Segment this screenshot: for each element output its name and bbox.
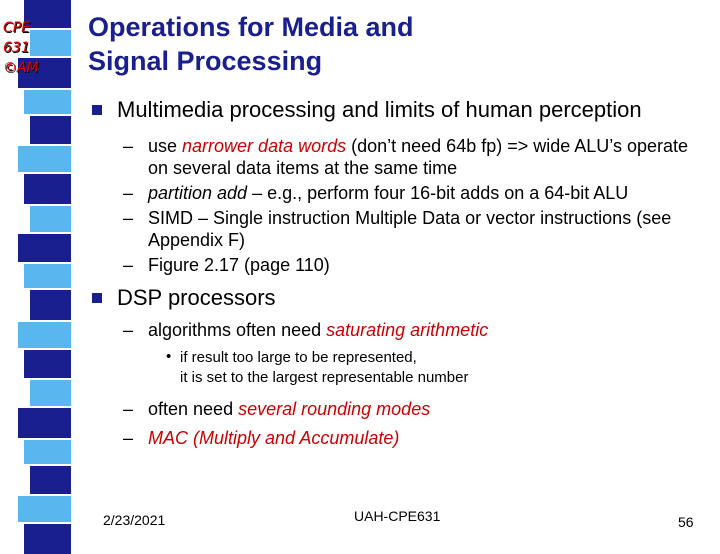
sub-bullet-narrow-words [88,135,708,179]
sub-bullet-rounding [88,398,708,420]
bullet-text: DSP processors [117,285,276,310]
sub-text: Figure 2.17 (page 110) [148,255,330,275]
stripe-block [18,408,71,438]
highlight-text: narrower data words [182,136,347,156]
italic-text: partition add [148,183,248,203]
dot-bullet-icon: • [166,348,172,365]
slide-title [88,10,414,78]
sub-bullet-saturating [88,319,708,341]
stripe-block [30,380,71,406]
bullet-text: Multimedia processing and limits of human perception [117,97,642,122]
square-bullet-icon [92,293,102,303]
sub-text: often need [148,399,239,419]
stripe-block [24,174,71,204]
stripe-block [30,116,71,144]
sub-bullet-mac [88,427,708,449]
dash-icon: – [123,428,134,448]
footer-date: 2/23/2021 [103,512,166,528]
dash-icon: – [123,320,134,340]
dash-icon: – [123,255,134,275]
stripe-block [24,90,71,114]
slide-content [88,93,708,449]
stripe-block [30,206,71,232]
detail-line-2: it is set to the largest representable number [180,369,469,386]
highlight-text: saturating arithmetic [326,320,489,340]
logo-line-3: ©AM [3,60,39,76]
stripe-block [30,466,71,494]
title-line-2: Signal Processing [88,46,323,76]
dash-icon: – [123,208,134,228]
highlight-text: MAC (Multiply and Accumulate) [148,428,400,448]
logo-line-1: CPE [3,20,31,36]
logo-line-2: 631 [3,40,30,56]
sub-text: – e.g., perform four 16-bit adds on a 64-bit ALU [247,183,629,203]
course-logo [3,18,69,78]
title-line-1: Operations for Media and [88,12,414,42]
sub-bullet-partition-add [88,182,708,204]
bullet-dsp [88,281,708,315]
stripe-block [18,496,71,522]
sub-bullet-figure [88,254,708,276]
dash-icon: – [123,183,134,203]
stripe-block [24,440,71,464]
dash-icon: – [123,399,134,419]
sub-text: (don’t need 64b fp) => wide ALU’s operate on several data items at the same time [148,136,689,178]
detail-bullet-saturation [88,348,708,388]
stripe-block [18,146,71,172]
stripe-block [18,322,71,348]
stripe-block [18,234,71,262]
decorative-stripe [0,0,73,540]
dash-icon: – [123,136,134,156]
sub-bullet-simd [88,207,708,251]
sub-text: SIMD – Single instruction Multiple Data or vector instructions (see Appendix F) [148,208,672,250]
stripe-block [24,264,71,288]
stripe-block [24,350,71,378]
highlight-text: several rounding modes [238,399,431,419]
bullet-multimedia [88,93,708,127]
sub-text: use [148,136,183,156]
detail-line-1: if result too large to be represented, [180,349,417,366]
footer-course: UAH-CPE631 [354,508,441,524]
sub-text: algorithms often need [148,320,327,340]
stripe-block [24,524,71,554]
footer-page-number: 56 [678,514,694,530]
square-bullet-icon [92,105,102,115]
stripe-block [30,290,71,320]
